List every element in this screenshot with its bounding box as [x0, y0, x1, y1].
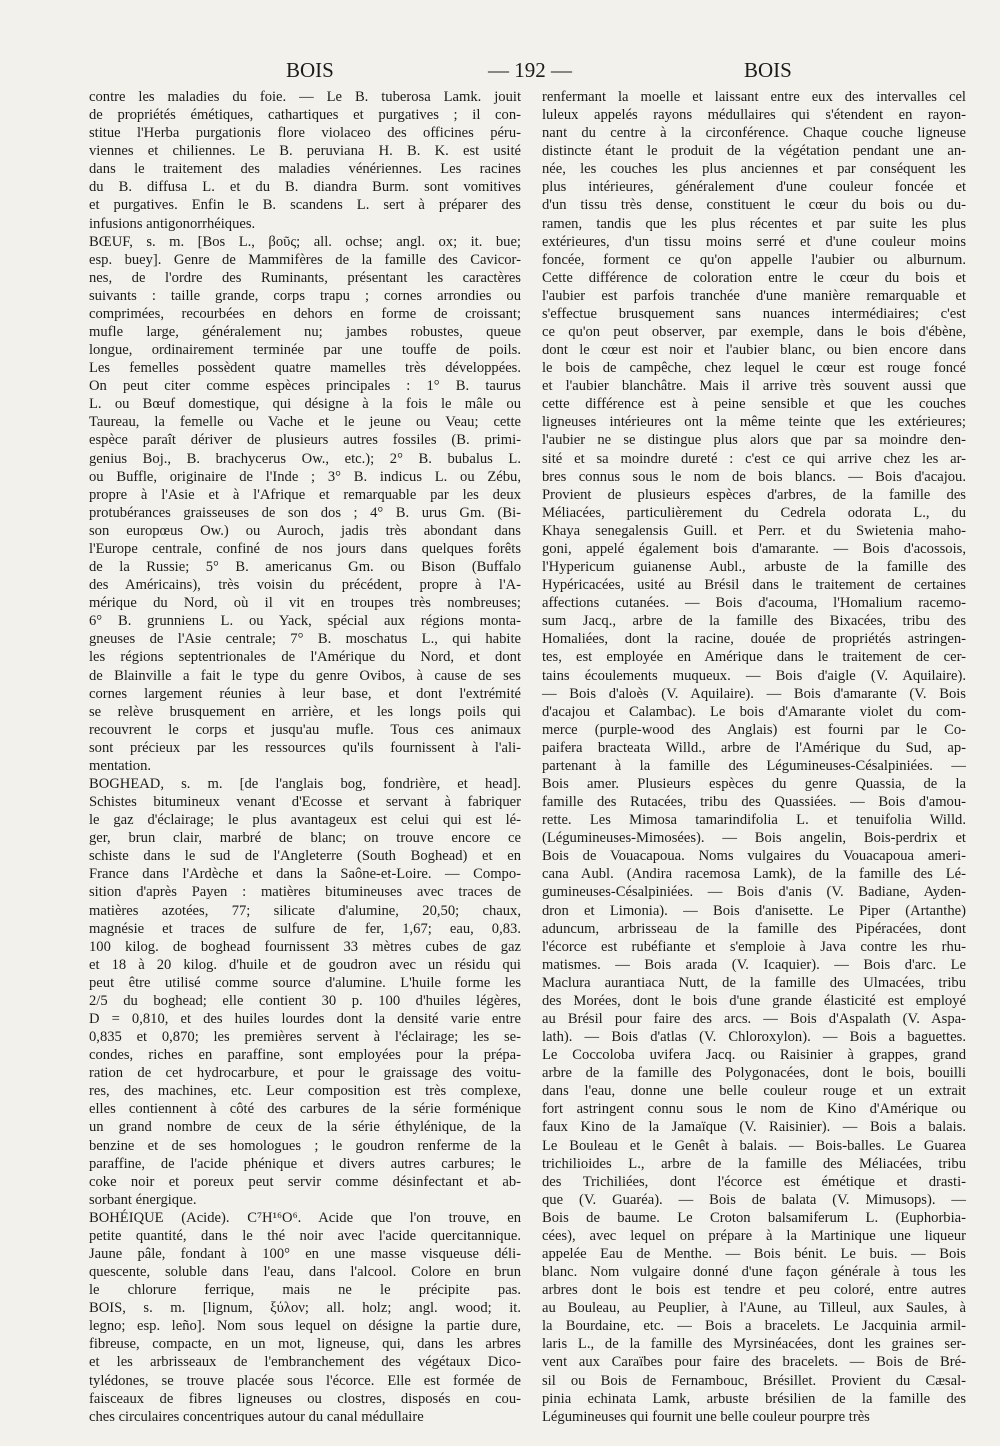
text-line: famille des Rutacées, tribu des Quassiées. — Bois d'amou-	[542, 794, 966, 811]
text-line: benzine et de ses homologues ; le goudron renferme de la	[89, 1137, 521, 1154]
text-line: Le Bouleau et le Genêt à balais. — Bois-balles. Le Guarea	[542, 1137, 966, 1154]
text-line: Hypéricacées, usité au Brésil dans le traitement de certaines	[542, 577, 966, 594]
text-line: le gaz d'éclairage; le plus avantageux est celui qui est lé-	[89, 812, 521, 829]
text-line: Jaune pâle, fondant à 100° en une masse visqueuse déli-	[89, 1246, 521, 1262]
text-line: dont le cœur est noir et l'aubier blanc, ou bien encore dans	[542, 342, 966, 359]
text-line: On peut citer comme espèces principales : 1° B. taurus	[89, 378, 521, 395]
text-line: ramen, tandis que les plus récentes et par suite les plus	[542, 215, 966, 232]
text-line: Taureau, la femelle ou Vache et le jeune ou Veau; cette	[89, 414, 521, 431]
text-line: ce qu'on peut observer, par exemple, dans le bois d'ébène,	[542, 324, 966, 341]
text-line: et l'aubier blanchâtre. Mais il arrive très souvent aussi que	[542, 378, 966, 395]
text-line: sum Jacq., arbre de la famille des Bixacées, tribu des	[542, 613, 966, 630]
text-line: Le Coccoloba uvifera Jacq. ou Raisinier à grappes, grand	[542, 1047, 966, 1064]
text-line: matières azotées, 77; silicate d'alumine, 20,50; chaux,	[89, 902, 521, 919]
text-line: magnésie et traces de sulfure de fer, 1,67; eau, 0,83.	[89, 920, 521, 937]
text-line: de la Russie; 5° B. americanus Gm. ou Bison (Buffalo	[89, 559, 521, 576]
text-line: Les femelles possèdent quatre mamelles très développées.	[89, 360, 521, 377]
text-line: 100 kilog. de boghead fournissent 33 mètres cubes de gaz	[89, 938, 521, 955]
text-line: Bois amer. Plusieurs espèces du genre Quassia, de la	[542, 775, 966, 792]
text-line: fibreuse, compacte, en un mot, ligneuse, qui, dans les arbres	[89, 1336, 521, 1353]
text-line: l'aubier ne se distingue plus alors que par sa moindre den-	[542, 432, 966, 449]
left-column	[89, 88, 521, 1426]
text-line: paifera bracteata Willd., arbre de l'Amérique du Sud, ap-	[542, 739, 966, 756]
text-line: Maclura aurantiaca Nutt, de la famille des Ulmacées, tribu	[542, 974, 966, 991]
text-line: distincte étant le produit de la végétation pendant une an-	[542, 143, 966, 160]
text-line: cette différence est à peine sensible et que les couches	[542, 396, 966, 413]
text-line: suivants : taille grande, corps trapu ; cornes arrondies ou	[89, 287, 521, 304]
page-number: — 192 —	[488, 58, 572, 82]
text-line: Légumineuses qui fournit une belle couleur pourpre très	[542, 1408, 870, 1425]
text-line: Khaya senegalensis Guill. et Perr. et du Swietenia maho-	[542, 522, 966, 539]
text-line: coke noir et poreux peut servir comme désinfectant et ab-	[89, 1173, 521, 1190]
text-line: infusions antigonorrhéiques.	[89, 215, 256, 232]
text-line: pinia echinata Lamk, arbuste brésilien de la famille des	[542, 1390, 966, 1407]
text-line: s'effectue brusquement sans nuances intermédiaires; c'est	[542, 305, 966, 322]
text-line: 6° B. grunniens L. ou Yack, spécial aux régions monta-	[89, 613, 521, 630]
text-line: mentation.	[89, 757, 152, 774]
text-line: goni, appelé également bois d'amarante. — Bois d'acossois,	[542, 540, 966, 557]
page-header	[0, 50, 1000, 90]
text-line: l'Europe centrale, confiné de nos jours dans quelques forêts	[89, 540, 521, 557]
text-line: quescente, soluble dans l'eau, dans l'alcool. Colore en brun	[89, 1264, 521, 1281]
text-line: sorbant énergique.	[89, 1191, 197, 1208]
text-line: rette. Les Mimosa tamarindifolia L. et tenuifolia Willd.	[542, 812, 966, 829]
text-line: trichilioides L., arbre de la famille des Méliacées, tribu	[542, 1155, 966, 1172]
text-line: cornes largement réunies à leur base, et dont l'extrémité	[89, 685, 521, 702]
text-line: res, des machines, etc. Leur composition est très complexe,	[89, 1083, 521, 1100]
text-line: mérique du Nord, où il vit en troupes très nombreuses;	[89, 595, 521, 612]
text-line: paraffine, de l'acide phénique et divers autres carbures; le	[89, 1155, 521, 1172]
text-line: gneuses de l'Asie centrale; 7° B. moschatus L., qui habite	[89, 631, 521, 648]
text-line: comprimées, recourbées en dehors en forme de croissant;	[89, 305, 521, 322]
text-line: BOHÉIQUE (Acide). C⁷H¹⁶O⁶. Acide que l'on trouve, en	[89, 1209, 521, 1226]
right-column	[542, 88, 966, 1426]
text-line: aduncum, arbrisseau de la famille des Pipéracées, dont	[542, 920, 966, 937]
text-line: dans l'eau, donne une belle couleur rouge et un extrait	[542, 1083, 966, 1100]
running-head-right: BOIS	[744, 58, 792, 82]
text-line: elles contiennent à côté des carbures de la série forménique	[89, 1101, 521, 1118]
text-line: Homaliées, dont la racine, douée de propriétés astringen-	[542, 631, 966, 648]
text-line: blanc. Nom vulgaire donné d'une façon générale à tous les	[542, 1264, 966, 1281]
text-line: condes, riches en paraffine, sont employées pour la prépa-	[89, 1047, 521, 1064]
text-line: — Bois d'aloès (V. Aquilaire). — Bois d'amarante (V. Bois	[542, 685, 966, 702]
text-line: plus intérieures, généralement d'une couleur foncée et	[542, 179, 966, 196]
text-line: laris L., de la famille des Myrsinéacées, dont les graines ser-	[542, 1336, 966, 1353]
text-line: esp. buey]. Genre de Mammifères de la famille des Cavicor-	[89, 251, 521, 268]
text-line: appelée Eau de Menthe. — Bois bénit. Le buis. — Bois	[542, 1246, 966, 1262]
text-line: legno; esp. leño]. Nom sous lequel on désigne la partie dure,	[89, 1318, 521, 1335]
text-line: et les arbrisseaux de l'embranchement des végétaux Dico-	[89, 1354, 521, 1371]
text-line: L. ou Bœuf domestique, qui désigne à la fois le mâle ou	[89, 396, 521, 413]
text-line: que (V. Guaréa). — Bois de balata (V. Mimusops). —	[542, 1191, 966, 1208]
text-line: espèce paraît dériver de plusieurs autres fossiles (B. primi-	[89, 432, 521, 449]
text-line: dans le traitement des maladies vénériennes. Les racines	[89, 161, 521, 178]
text-line: au Brésil pour faire des arcs. — Bois d'Aspalath (V. Aspa-	[542, 1010, 966, 1027]
text-line: longue, ordinairement terminée par une touffe de poils.	[89, 342, 521, 359]
text-line: 2/5 du boghead; elle contient 30 p. 100 d'huiles légères,	[89, 992, 521, 1009]
text-line: l'écorce est rubéfiante et s'emploie à Java contre les rhu-	[542, 938, 966, 955]
text-line: BOIS, s. m. [lignum, ξύλον; all. holz; angl. wood; it.	[89, 1300, 521, 1317]
text-line: du B. diffusa L. et du B. diandra Burm. sont vomitives	[89, 179, 521, 196]
text-line: D = 0,810, et des huiles lourdes dont la densité varie entre	[89, 1010, 521, 1027]
text-line: sité et sa moindre dureté : c'est ce qui arrive chez les ar-	[542, 450, 966, 467]
text-line: stitue l'Herba purgationis flore violaceo des officines péru-	[89, 125, 521, 142]
text-line: de propriétés émétiques, cathartiques et purgatives ; il con-	[89, 107, 521, 124]
text-line: son europœus Ow.) ou Auroch, jadis très abondant dans	[89, 522, 521, 539]
text-line: ches circulaires concentriques autour du canal médullaire	[89, 1408, 424, 1425]
text-line: bres connus sous le nom de bois blancs. — Bois d'acajou.	[542, 468, 966, 485]
text-line: tains écoulements muqueux. — Bois d'aigle (V. Aquilaire).	[542, 667, 966, 684]
text-line: matismes. — Bois arada (V. Icaquier). — Bois d'arc. Le	[542, 956, 966, 973]
text-line: cana Aubl. (Andira racemosa Lamk), de la famille des Lé-	[542, 866, 966, 883]
text-line: tylédones, se trouve placée sous l'écorce. Elle est formée de	[89, 1372, 521, 1389]
text-line: propre à l'Asie et à l'Afrique et remarquable par les deux	[89, 486, 521, 503]
text-line: ou Buffle, originaire de l'Inde ; 3° B. indicus L. ou Zébu,	[89, 468, 521, 485]
text-line: au Bouleau, au Peuplier, à l'Aune, au Tilleul, aux Saules, à	[542, 1300, 966, 1317]
text-line: ger, brun clair, marbré de blanc; on trouve encore ce	[89, 830, 521, 847]
text-line: Cette différence de coloration entre le cœur du bois et	[542, 269, 966, 286]
text-line: la Bourdaine, etc. — Bois a bracelets. Le Jacquinia armil-	[542, 1318, 966, 1335]
text-line: vent aux Caraïbes pour faire des bracelets. — Bois de Bré-	[542, 1354, 966, 1371]
text-line: 0,835 et 0,870; les premières servent à l'éclairage; les se-	[89, 1029, 521, 1046]
text-line: merce (purple-wood des Anglais) est fourni par le Co-	[542, 721, 966, 738]
text-line: sil ou Bois de Fernambouc, Brésillet. Provient du Cæsal-	[542, 1372, 966, 1389]
text-line: contre les maladies du foie. — Le B. tuberosa Lamk. jouit	[89, 89, 521, 105]
text-line: des Trichiliées, dont l'écorce est émétique et drasti-	[542, 1173, 966, 1190]
text-line: foncée, forment ce qu'on appelle l'aubier ou alburnum.	[542, 251, 966, 268]
text-line: cées), avec lequel on prépare à la Martinique une liqueur	[542, 1227, 966, 1244]
text-line: recouvrent le corps et jusqu'au mufle. Tous ces animaux	[89, 721, 521, 738]
text-line: (Légumineuses-Mimosées). — Bois angelin, Bois-perdrix et	[542, 830, 966, 847]
text-line: lath). — Bois d'atlas (V. Chloroxylon). — Bois a baguettes.	[542, 1029, 966, 1046]
text-line: Bois de baume. Le Croton balsamiferum L. (Euphorbia-	[542, 1209, 966, 1226]
text-line: BŒUF, s. m. [Bos L., βοῦς; all. ochse; angl. ox; it. bue;	[89, 233, 521, 250]
text-line: tes, est employée en Amérique dans le traitement de cer-	[542, 649, 966, 666]
text-line: mufle large, généralement nu; jambes robustes, queue	[89, 324, 521, 341]
text-line: née, les couches les plus anciennes et par conséquent les	[542, 161, 966, 178]
text-line: arbre de la famille des Polygonacées, dont le bois, bouilli	[542, 1065, 966, 1082]
text-line: renfermant la moelle et laissant entre eux des intervalles cel	[542, 89, 966, 105]
text-line: France dans l'Ardèche et dans la Saône-et-Loire. — Compo-	[89, 866, 521, 883]
text-line: des Américains), très voisin du précédent, propre à l'A-	[89, 577, 521, 594]
text-line: nes, de l'ordre des Ruminants, présentant les caractères	[89, 269, 521, 286]
text-line: petite quantité, dans le thé noir avec l'acide quercitannique.	[89, 1227, 521, 1244]
text-line: nant du centre à la circonférence. Chaque couche ligneuse	[542, 125, 966, 142]
text-line: gumineuses-Césalpiniées. — Bois d'anis (V. Badiane, Ayden-	[542, 884, 966, 901]
text-line: schiste dans le sud de l'Angleterre (South Boghead) et en	[89, 848, 521, 865]
text-line: Bois de Vouacapoua. Noms vulgaires du Vouacapoua ameri-	[542, 848, 966, 865]
text-line: sition d'après Payen : matières bitumineuses avec traces de	[89, 884, 521, 901]
text-line: faux Kino de la Jamaïque (V. Raisinier). — Bois a balais.	[542, 1119, 966, 1136]
running-head-left: BOIS	[286, 58, 334, 82]
text-line: le chlorure ferrique, mais ne le précipite pas.	[89, 1282, 521, 1299]
text-line: Provient de plusieurs espèces d'arbres, de la famille des	[542, 486, 966, 503]
text-line: des Morées, dont le bois d'une grande élasticité est employé	[542, 992, 966, 1009]
text-line: peut être utilisé comme source d'alumine. L'huile forme les	[89, 974, 521, 991]
text-line: arbres dont le bois est tendre et peu coloré, entre autres	[542, 1282, 966, 1299]
text-line: Schistes bitumineux venant d'Ecosse et servant à fabriquer	[89, 794, 521, 811]
text-line: Méliacées, particulièrement du Cedrela odorata L., du	[542, 504, 966, 521]
text-line: l'Hypericum guianense Aubl., arbuste de la famille des	[542, 559, 966, 576]
text-line: sont précieux par les ressources qu'ils fournissent à l'ali-	[89, 739, 521, 756]
text-line: le bois de campêche, chez lequel le cœur est rouge foncé	[542, 360, 966, 377]
text-line: d'un tissu très dense, constituent le cœur du bois ou du-	[542, 197, 966, 214]
text-line: se relève brusquement en arrière, et les longs poils qui	[89, 703, 521, 720]
text-line: et purgatives. Enfin le B. scandens L. sert à préparer des	[89, 197, 521, 214]
text-line: luleux appelés rayons médullaires qui s'étendent en rayon-	[542, 107, 966, 124]
text-line: de Blainville a fait le type du genre Ovibos, à cause de ses	[89, 667, 521, 684]
text-line: et 18 à 20 kilog. d'huile et de goudron avec un résidu qui	[89, 956, 521, 973]
text-line: viennes et chiliennes. Le B. peruviana H. B. K. est usité	[89, 143, 521, 160]
text-line: d'acajou et Calambac). Le bois d'Amarante violet du com-	[542, 703, 966, 720]
text-line: partenant à la famille des Légumineuses-Césalpiniées. —	[542, 757, 966, 774]
text-line: fort astringent connu sous le nom de Kino d'Amérique ou	[542, 1101, 966, 1118]
text-line: BOGHEAD, s. m. [de l'anglais bog, fondrière, et head].	[89, 775, 521, 792]
text-line: extérieures, d'un tissu moins serré et d'une couleur moins	[542, 233, 966, 250]
text-line: ration de cet hydrocarbure, et pour le graissage des voitu-	[89, 1065, 521, 1082]
text-line: un grand nombre de ceux de la série éthylénique, de la	[89, 1119, 521, 1136]
text-line: dron et Limonia). — Bois d'anisette. Le Piper (Artanthe)	[542, 902, 966, 919]
text-line: ligneuses intérieures ont la même teinte que les extérieures;	[542, 414, 966, 431]
text-line: faisceaux de fibres ligneuses ou clostres, disposés en cou-	[89, 1390, 521, 1407]
text-line: les régions septentrionales de l'Amérique du Nord, et dont	[89, 649, 521, 666]
text-line: affections cutanées. — Bois d'acouma, l'Homalium racemo-	[542, 595, 966, 612]
text-line: l'aubier est parfois tranchée d'une manière remarquable et	[542, 287, 966, 304]
text-line: genius Boj., B. brachycerus Ow., etc.); 2° B. bubalus L.	[89, 450, 521, 467]
text-line: protubérances graisseuses de son dos ; 4° B. urus Gm. (Bi-	[89, 504, 521, 521]
